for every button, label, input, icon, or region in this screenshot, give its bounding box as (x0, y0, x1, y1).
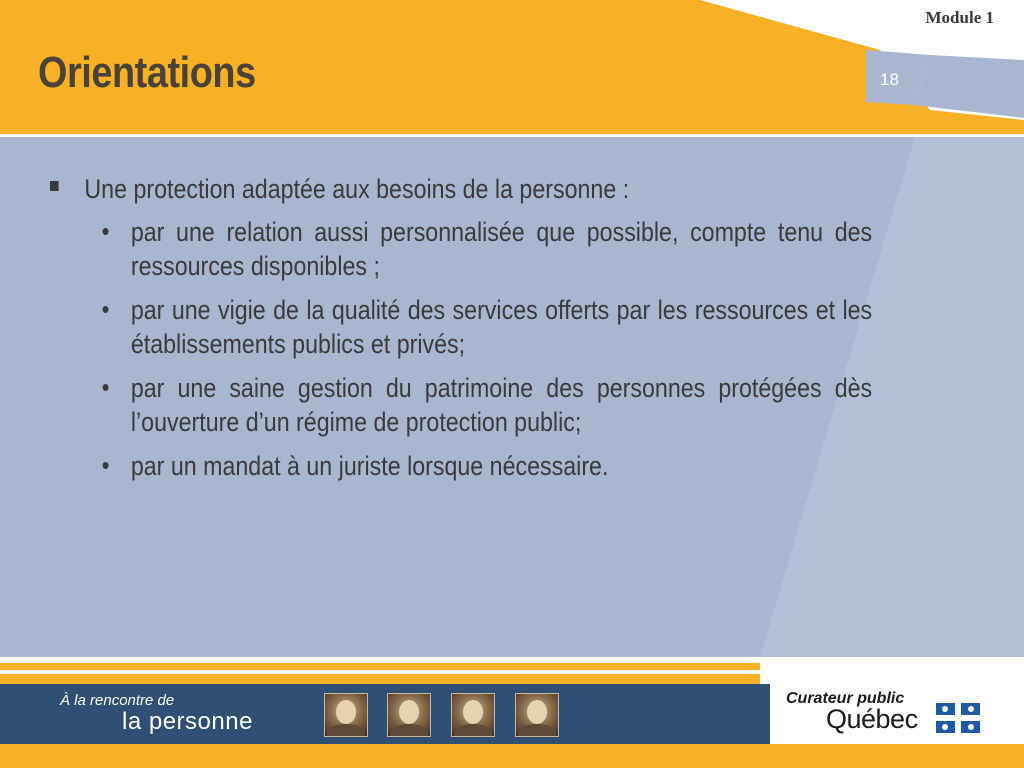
round-bullet-icon: • (101, 449, 110, 480)
person-photo-man (324, 693, 368, 737)
person-photo-elderly-man (515, 693, 559, 737)
sub-bullet-text: par une saine gestion du patrimoine des personnes protégées dès l’ouverture d’un régime de protection public; (130, 372, 873, 438)
sub-bullet-item (50, 449, 872, 484)
person-photo-elderly-woman (451, 693, 495, 737)
quebec-flag-icon (936, 703, 980, 733)
main-bullet (50, 172, 872, 207)
slide-title: Orientations (38, 48, 256, 97)
sub-bullet-text: par une vigie de la qualité des services offerts par les ressources et les établissements publics et privés; (130, 294, 873, 360)
round-bullet-icon: • (101, 215, 110, 246)
sub-bullet-item (50, 371, 872, 440)
round-bullet-icon: • (101, 293, 110, 324)
page-number: 18 (880, 70, 899, 89)
round-bullet-icon: • (101, 371, 110, 402)
brand-curateur-public: Curateur public (786, 690, 905, 707)
sub-bullet-item (50, 215, 872, 284)
content-area (50, 172, 872, 492)
tagline-large: la personne (122, 708, 253, 735)
person-photo-child (387, 693, 431, 737)
square-bullet-icon (50, 181, 59, 191)
sub-bullet-text: par un mandat à un juriste lorsque nécessaire. (130, 450, 609, 481)
tagline-small: À la rencontre de (60, 692, 175, 709)
module-label: Module 1 (925, 8, 994, 27)
sub-bullet-list (50, 215, 872, 484)
brand-quebec: Québec (826, 704, 918, 734)
main-bullet-text: Une protection adaptée aux besoins de la personne : (84, 174, 630, 204)
content-text-block (50, 172, 872, 483)
sub-bullet-item (50, 293, 872, 362)
sub-bullet-text: par une relation aussi personnalisée que possible, compte tenu des ressources disponibles ; (130, 216, 873, 282)
